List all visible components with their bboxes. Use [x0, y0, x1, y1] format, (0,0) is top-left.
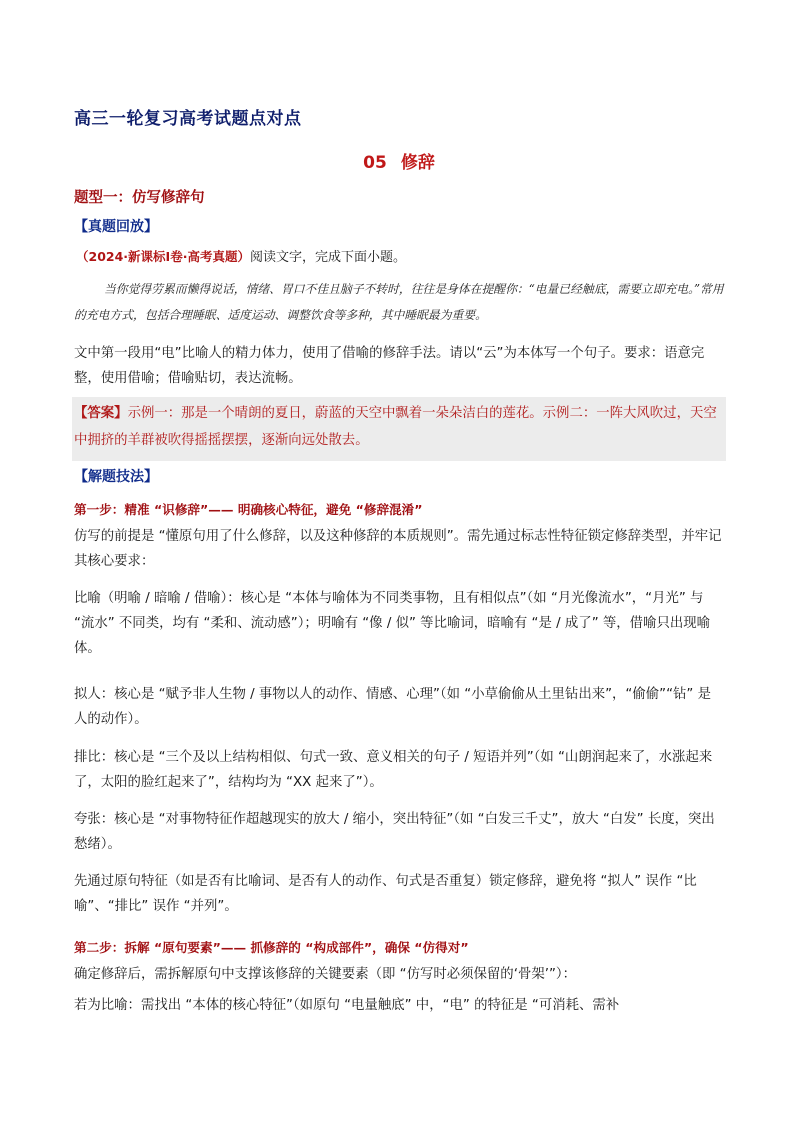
step-one-heading: 第一步：精准 “识修辞”—— 明确核心特征，避免 “修辞混淆”: [74, 502, 423, 517]
reading-passage: 当你觉得劳累而懒得说话，情绪、胃口不佳且脑子不转时，往往是身体在提醒你：“电量已经触底，需要立即充电。”常用的充电方式，包括合理睡眠、适度运动、调整饮食等多种，其中睡眠最为重要。: [74, 282, 724, 322]
paragraph-metaphor: 比喻（明喻 / 暗喻 / 借喻）：核心是 “本体与喻体为不同类事物，且有相似点”（如 “月光像流水”，“月光” 与 “流水” 不同类，均有 “柔和、流动感”）；明喻有 “像 / 似” 等比喻词，暗喻有 “是 / 成了” 等，借喻只出现喻体。: [74, 591, 711, 656]
chapter-number: 05: [363, 153, 387, 173]
paragraph-metaphor-elements: 若为比喻：需找出 “本体的核心特征”（如原句 “电量触底” 中，“电” 的特征是 “可消耗、需补: [74, 998, 620, 1013]
paragraph-hyperbole: 夸张：核心是 “对事物特征作超越现实的放大 / 缩小，突出特征”（如 “白发三千丈”，放大 “白发” 长度，突出愁绪）。: [74, 812, 715, 852]
chapter-heading: [74, 148, 724, 173]
paragraph-elements: 确定修辞后，需拆解原句中支撑该修辞的关键要素（即 “仿写时必须保留的‘骨架’”）：: [74, 967, 577, 982]
section-review-heading: 【真题回放】: [74, 219, 158, 235]
answer-text: [74, 400, 724, 454]
document-title: 高三一轮复习高考试题点对点: [74, 109, 302, 129]
exam-source-line: [76, 246, 406, 265]
chapter-name: 修辞: [400, 153, 435, 173]
paragraph-premise: 仿写的前提是 “懂原句用了什么修辞，以及这种修辞的本质规则”。需先通过标志性特征锁定修辞类型，并牢记其核心要求：: [74, 529, 722, 569]
exam-instruction: 阅读文字，完成下面小题。: [249, 250, 406, 265]
answer-content: 示例一：那是一个晴朗的夏日，蔚蓝的天空中飘着一朵朵洁白的莲花。示例二：一阵大风吹过，天空中拥挤的羊群被吹得摇摇摆摆，逐渐向远处散去。: [74, 406, 717, 448]
answer-tag: 【答案】: [74, 406, 128, 421]
paragraph-parallelism: 排比：核心是 “三个及以上结构相似、句式一致、意义相关的句子 / 短语并列”（如 “山朗润起来了，水涨起来了，太阳的脸红起来了”，结构均为 “XX 起来了”）。: [74, 750, 713, 790]
exam-question: 文中第一段用“电”比喻人的精力体力，使用了借喻的修辞手法。请以“云”为本体写一个句子。要求：语意完整，使用借喻；借喻贴切，表达流畅。: [74, 346, 705, 386]
step-two-heading: 第二步：拆解 “原句要素”—— 抓修辞的 “构成部件”，确保 “仿得对”: [74, 940, 469, 955]
paragraph-personification: 拟人：核心是 “赋予非人生物 / 事物以人的动作、情感、心理”（如 “小草偷偷从土里钻出来”，“偷偷”“钻” 是人的动作）。: [74, 687, 711, 727]
section-method-heading: 【解题技法】: [74, 469, 158, 485]
paragraph-identify: 先通过原句特征（如是否有比喻词、是否有人的动作、句式是否重复）锁定修辞，避免将 “拟人” 误作 “比喻”、“排比” 误作 “并列”。: [74, 874, 697, 914]
exam-source: （2024·新课标Ⅰ卷·高考真题）: [76, 249, 250, 264]
question-type-heading: 题型一：仿写修辞句: [74, 190, 205, 206]
